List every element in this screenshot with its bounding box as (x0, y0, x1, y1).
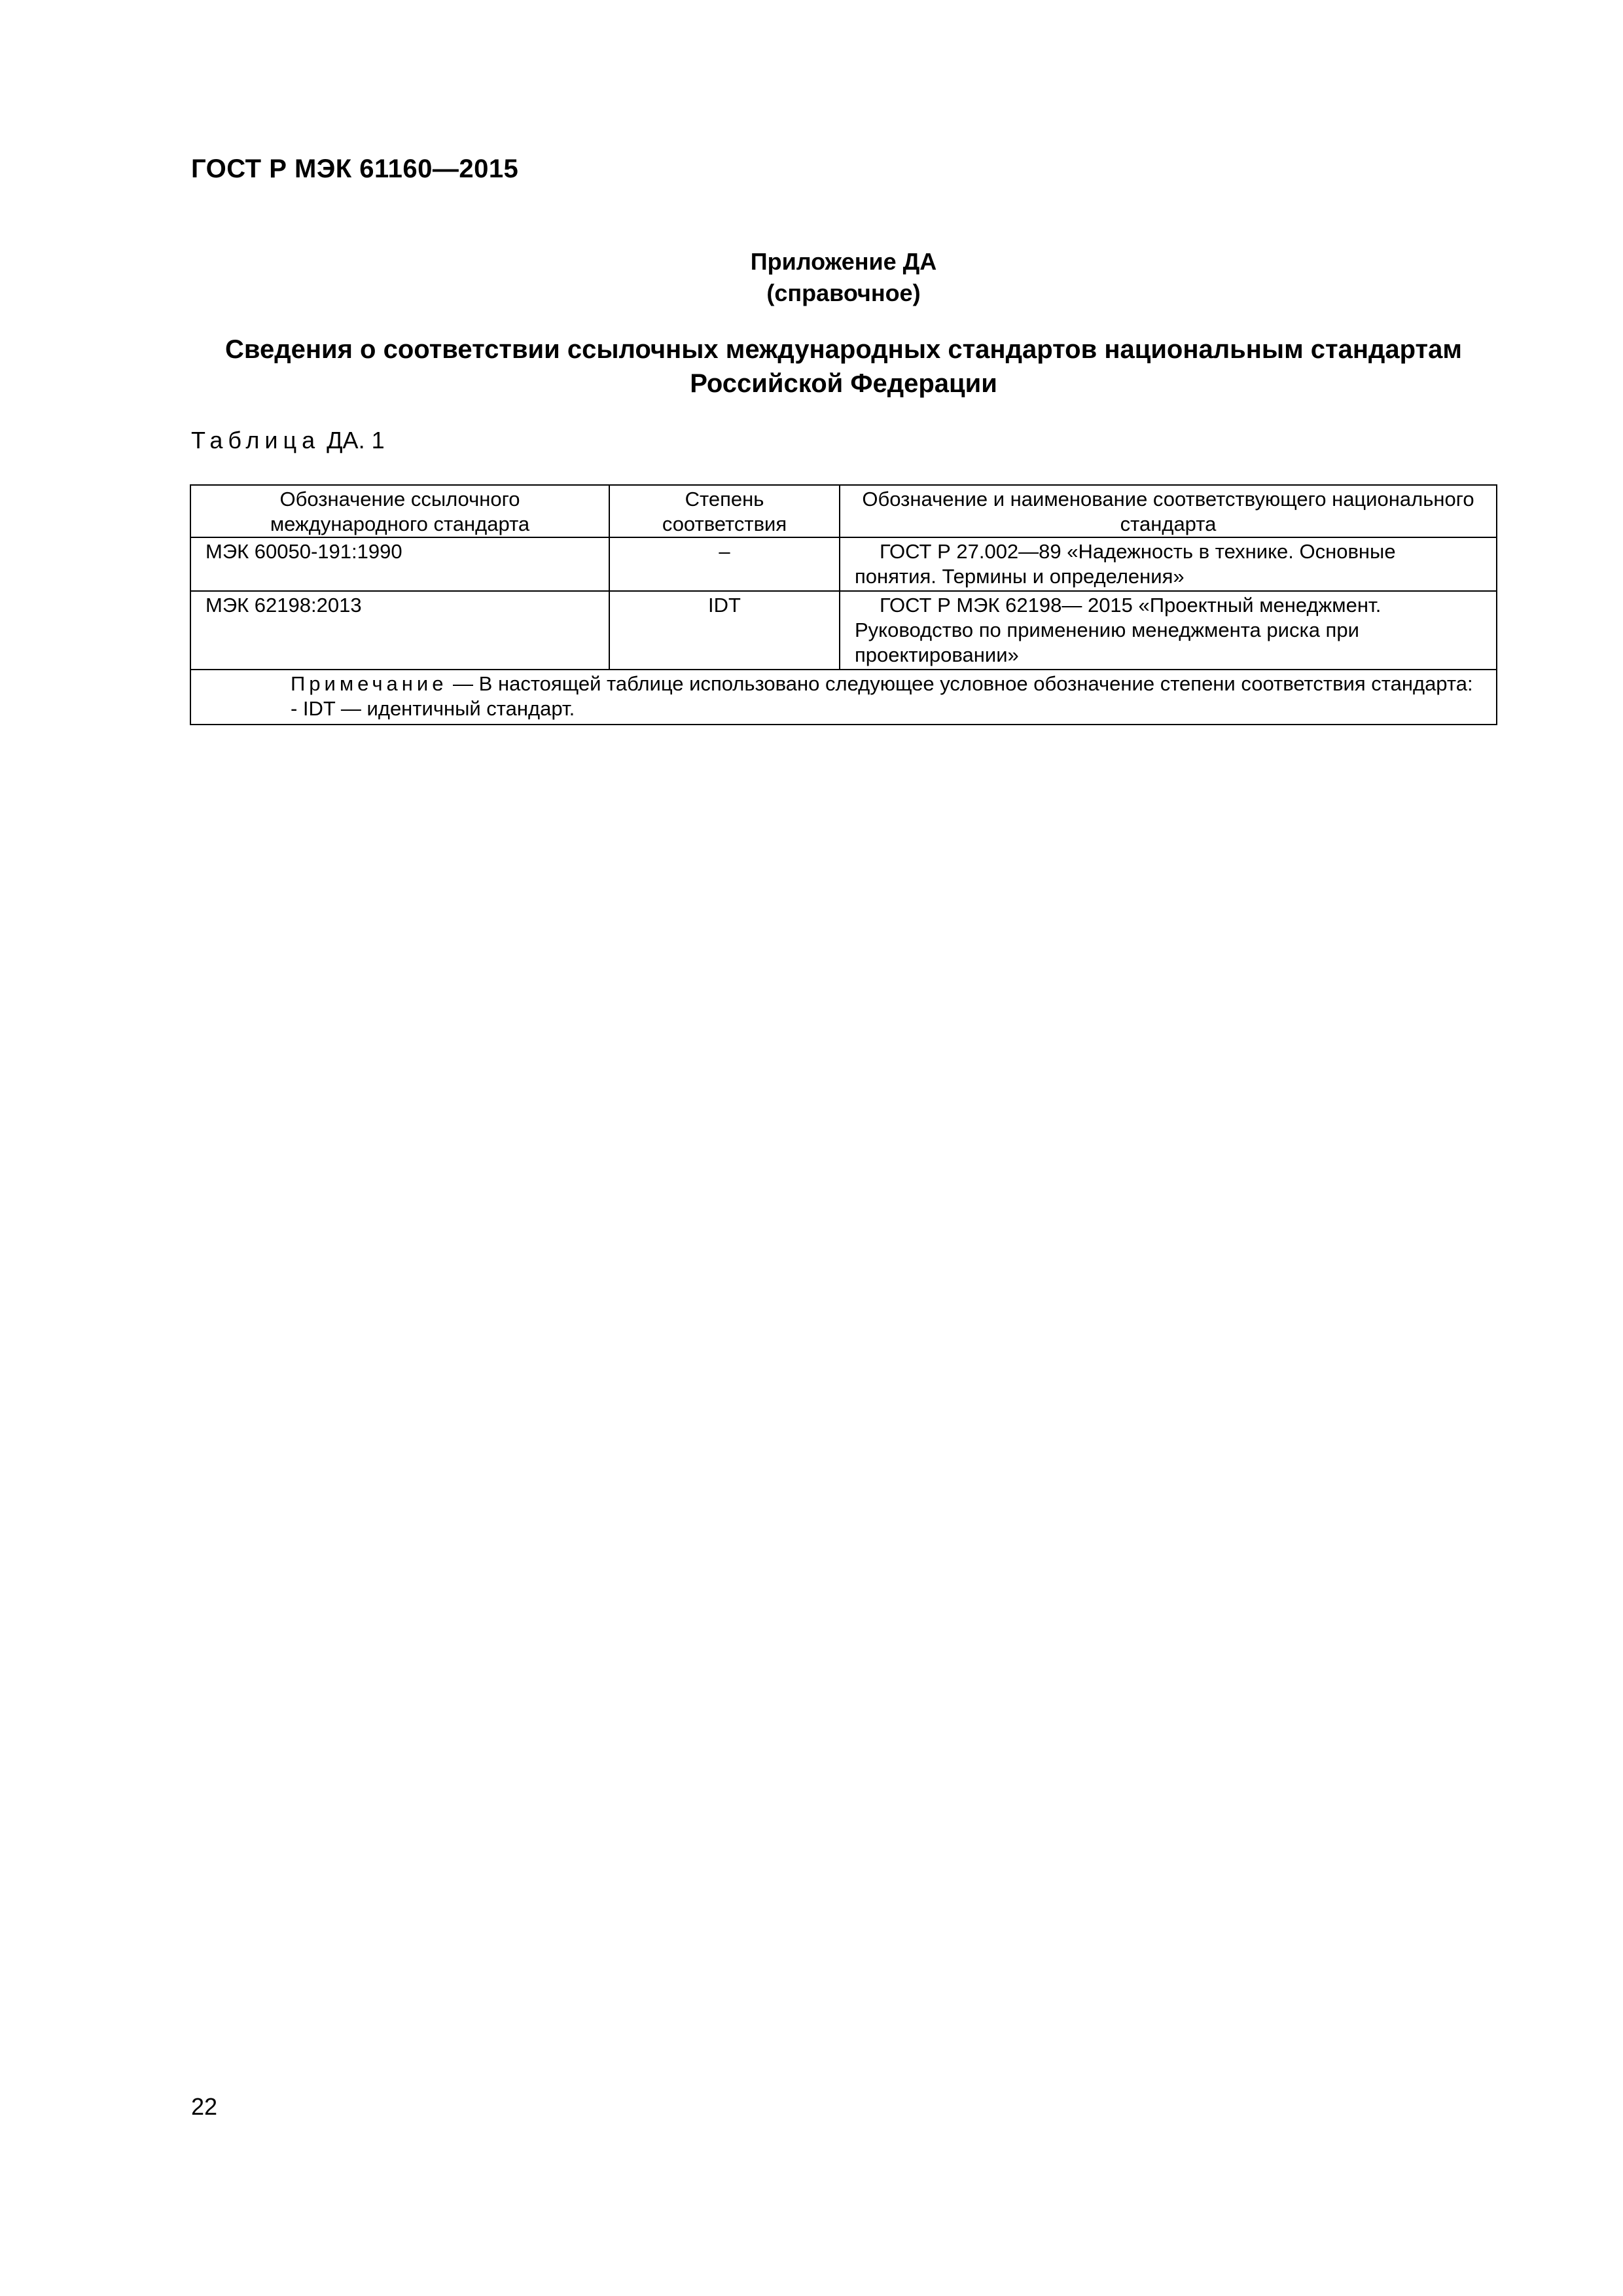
annex-title-line-2: Российской Федерации (690, 369, 997, 398)
table-row (190, 591, 1497, 670)
annex-kind: (справочное) (766, 279, 921, 306)
table-caption (191, 427, 385, 454)
note-label: Примечание (291, 672, 448, 695)
header-degree-of-correspondence: Степень соответствия (609, 485, 840, 537)
table-caption-word: Таблица (191, 427, 321, 454)
cell-international-standard: МЭК 60050-191:1990 (190, 537, 609, 591)
document-code-header: ГОСТ Р МЭК 61160—2015 (191, 154, 519, 183)
annex-title-line-1: Сведения о соответствии ссылочных международных стандартов национальным стандартам (225, 335, 1462, 364)
page-number: 22 (191, 2093, 218, 2120)
table-row (190, 537, 1497, 591)
header-national-standard: Обозначение и наименование соответствующего национального стандарта (840, 485, 1497, 537)
cell-national-standard: ГОСТ Р 27.002—89 «Надежность в технике. Основные понятия. Термины и определения» (840, 537, 1497, 591)
note-text: — В настоящей таблице использовано следующее условное обозначение степени соответствия стандарта: (447, 672, 1473, 695)
cell-degree: IDT (609, 591, 840, 670)
header-international-standard: Обозначение ссылочного международного стандарта (190, 485, 609, 537)
annex-heading (191, 246, 1496, 309)
table-caption-number: ДА. 1 (327, 427, 385, 454)
cell-international-standard: МЭК 62198:2013 (190, 591, 609, 670)
note-paragraph (205, 672, 1482, 696)
note-item: - IDT — идентичный стандарт. (291, 697, 575, 720)
annex-label: Приложение ДА (750, 248, 937, 275)
table-header-row (190, 485, 1497, 537)
correspondence-table (190, 484, 1497, 725)
table-note (190, 670, 1497, 725)
cell-degree: – (609, 537, 840, 591)
cell-national-standard: ГОСТ Р МЭК 62198— 2015 «Проектный менеджмент. Руководство по применению менеджмента риска при проектировании» (840, 591, 1497, 670)
table-note-row (190, 670, 1497, 725)
annex-title (191, 332, 1496, 401)
